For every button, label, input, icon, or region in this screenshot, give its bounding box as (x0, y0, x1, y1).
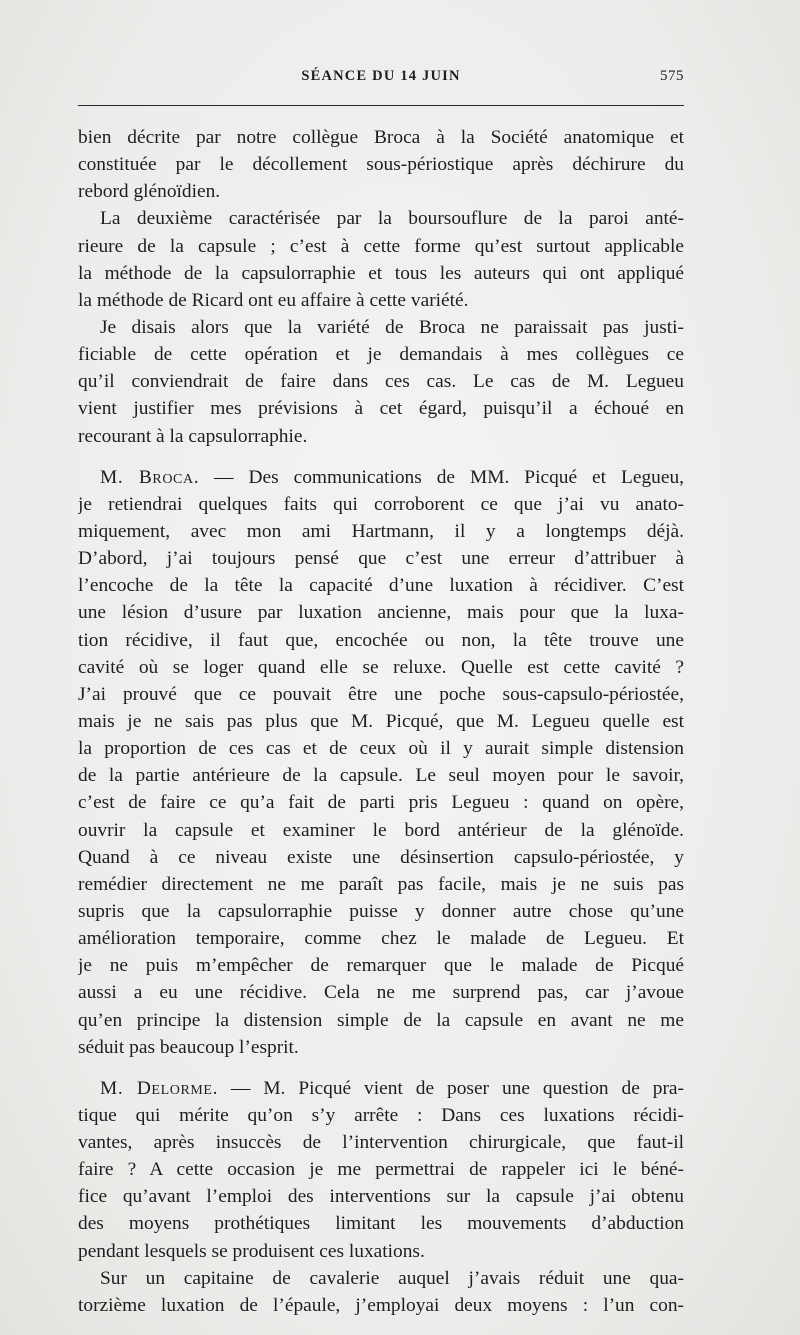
text-line: amélioration temporaire, comme chez le malade de Legueu. Et (78, 928, 684, 950)
text-line: bien décrite par notre collègue Broca à la Société anatomique et (78, 127, 684, 148)
text-line: tique qui mérite qu’on s’y arrête : Dans ces luxations récidi- (78, 1104, 684, 1126)
text-line: vantes, après insuccès de l’intervention chirurgicale, que faut-il (78, 1132, 684, 1154)
text-line: qu’il conviendrait de faire dans ces cas. Le cas de M. Legueu (78, 371, 684, 393)
text-line: la méthode de Ricard ont eu affaire à cette variété. (78, 289, 469, 311)
paragraph (78, 1075, 684, 1265)
text-line: c’est de faire ce qu’a fait de parti pris Legueu : quand on opère, (78, 792, 684, 814)
text-line: qu’en principe la distension simple de la capsule en avant ne me (78, 1009, 684, 1031)
paragraph (78, 314, 684, 450)
speaker-name: M. Delorme. (100, 1077, 219, 1099)
body-text (78, 124, 684, 1319)
page-header (78, 68, 684, 92)
text-line: faire ? A cette occasion je me permettrai de rappeler ici le béné- (78, 1159, 684, 1181)
text-line: ficiable de cette opération et je demandais à mes collègues ce (78, 344, 684, 366)
text-line: de la partie antérieure de la capsule. Le seul moyen pour le savoir, (78, 765, 684, 787)
paragraph (78, 1265, 684, 1319)
text-line (78, 1075, 684, 1102)
text-line: ouvrir la capsule et examiner le bord antérieur de la glénoïde. (78, 819, 684, 841)
text-line: torzième luxation de l’épaule, j’employai deux moyens : l’un con- (78, 1294, 684, 1316)
text-line: des moyens prothétiques limitant les mouvements d’abduction (78, 1213, 684, 1235)
paragraph (78, 464, 684, 1061)
text-line: aussi a eu une récidive. Cela ne me surprend pas, car j’avoue (78, 982, 684, 1004)
text-line: Sur un capitaine de cavalerie auquel j’avais réduit une qua- (100, 1267, 684, 1289)
paragraph (78, 124, 684, 205)
text-line: La deuxième caractérisée par la boursouflure de la paroi anté- (100, 208, 684, 230)
text-line: cavité où se loger quand elle se reluxe. Quelle est cette cavité ? (78, 656, 684, 678)
header-rule (78, 105, 684, 106)
text-line: miquement, avec mon ami Hartmann, il y a longtemps déjà. (78, 520, 684, 542)
text-line: pendant lesquels se produisent ces luxations. (78, 1240, 425, 1262)
page-number: 575 (660, 68, 684, 84)
text-line (78, 464, 684, 491)
text-line: Je disais alors que la variété de Broca ne paraissait pas justi- (100, 316, 684, 338)
line-text: — Des communications de MM. Picqué et Legueu, (199, 466, 684, 488)
text-line: recourant à la capsulorraphie. (78, 425, 308, 447)
text-line: la proportion de ces cas et de ceux où il y aurait simple distension (78, 738, 684, 760)
text-line: une lésion d’usure par luxation ancienne, mais pour que la luxa- (78, 602, 684, 624)
text-line: tion récidive, il faut que, encochée ou non, la tête trouve une (78, 629, 684, 651)
line-text: — M. Picqué vient de poser une question de pra- (218, 1077, 684, 1099)
text-line: l’encoche de la tête la capacité d’une luxation à récidiver. C’est (78, 575, 684, 597)
text-line: la méthode de la capsulorraphie et tous les auteurs qui ont appliqué (78, 262, 684, 284)
speaker-name: M. Broca. (100, 466, 200, 488)
text-line: rebord glénoïdien. (78, 181, 221, 203)
paragraph-gap (78, 450, 684, 464)
text-line: remédier directement ne me paraît pas facile, mais je ne suis pas (78, 873, 684, 895)
text-line: constituée par le décollement sous-périostique après déchirure du (78, 154, 684, 176)
paragraph (78, 205, 684, 314)
text-line: supris que la capsulorraphie puisse y donner autre chose qu’une (78, 900, 684, 922)
text-line: vient justifier mes prévisions à cet égard, puisqu’il a échoué en (78, 398, 684, 420)
text-line: séduit pas beaucoup l’esprit. (78, 1036, 299, 1058)
text-line: je ne puis m’empêcher de remarquer que le malade de Picqué (78, 955, 684, 977)
text-line: rieure de la capsule ; c’est à cette forme qu’est surtout applicable (78, 235, 684, 257)
paragraph-gap (78, 1061, 684, 1075)
text-line: D’abord, j’ai toujours pensé que c’est une erreur d’attribuer à (78, 548, 684, 570)
text-line: J’ai prouvé que ce pouvait être une poche sous-capsulo-périostée, (78, 683, 684, 705)
text-line: fice qu’avant l’emploi des interventions sur la capsule j’ai obtenu (78, 1186, 684, 1208)
text-line: mais je ne sais pas plus que M. Picqué, que M. Legueu quelle est (78, 710, 684, 732)
text-line: je retiendrai quelques faits qui corroborent ce que j’ai vu anato- (78, 493, 684, 515)
running-title: SÉANCE DU 14 JUIN (301, 68, 461, 84)
text-line: Quand à ce niveau existe une désinsertion capsulo-périostée, y (78, 846, 684, 868)
